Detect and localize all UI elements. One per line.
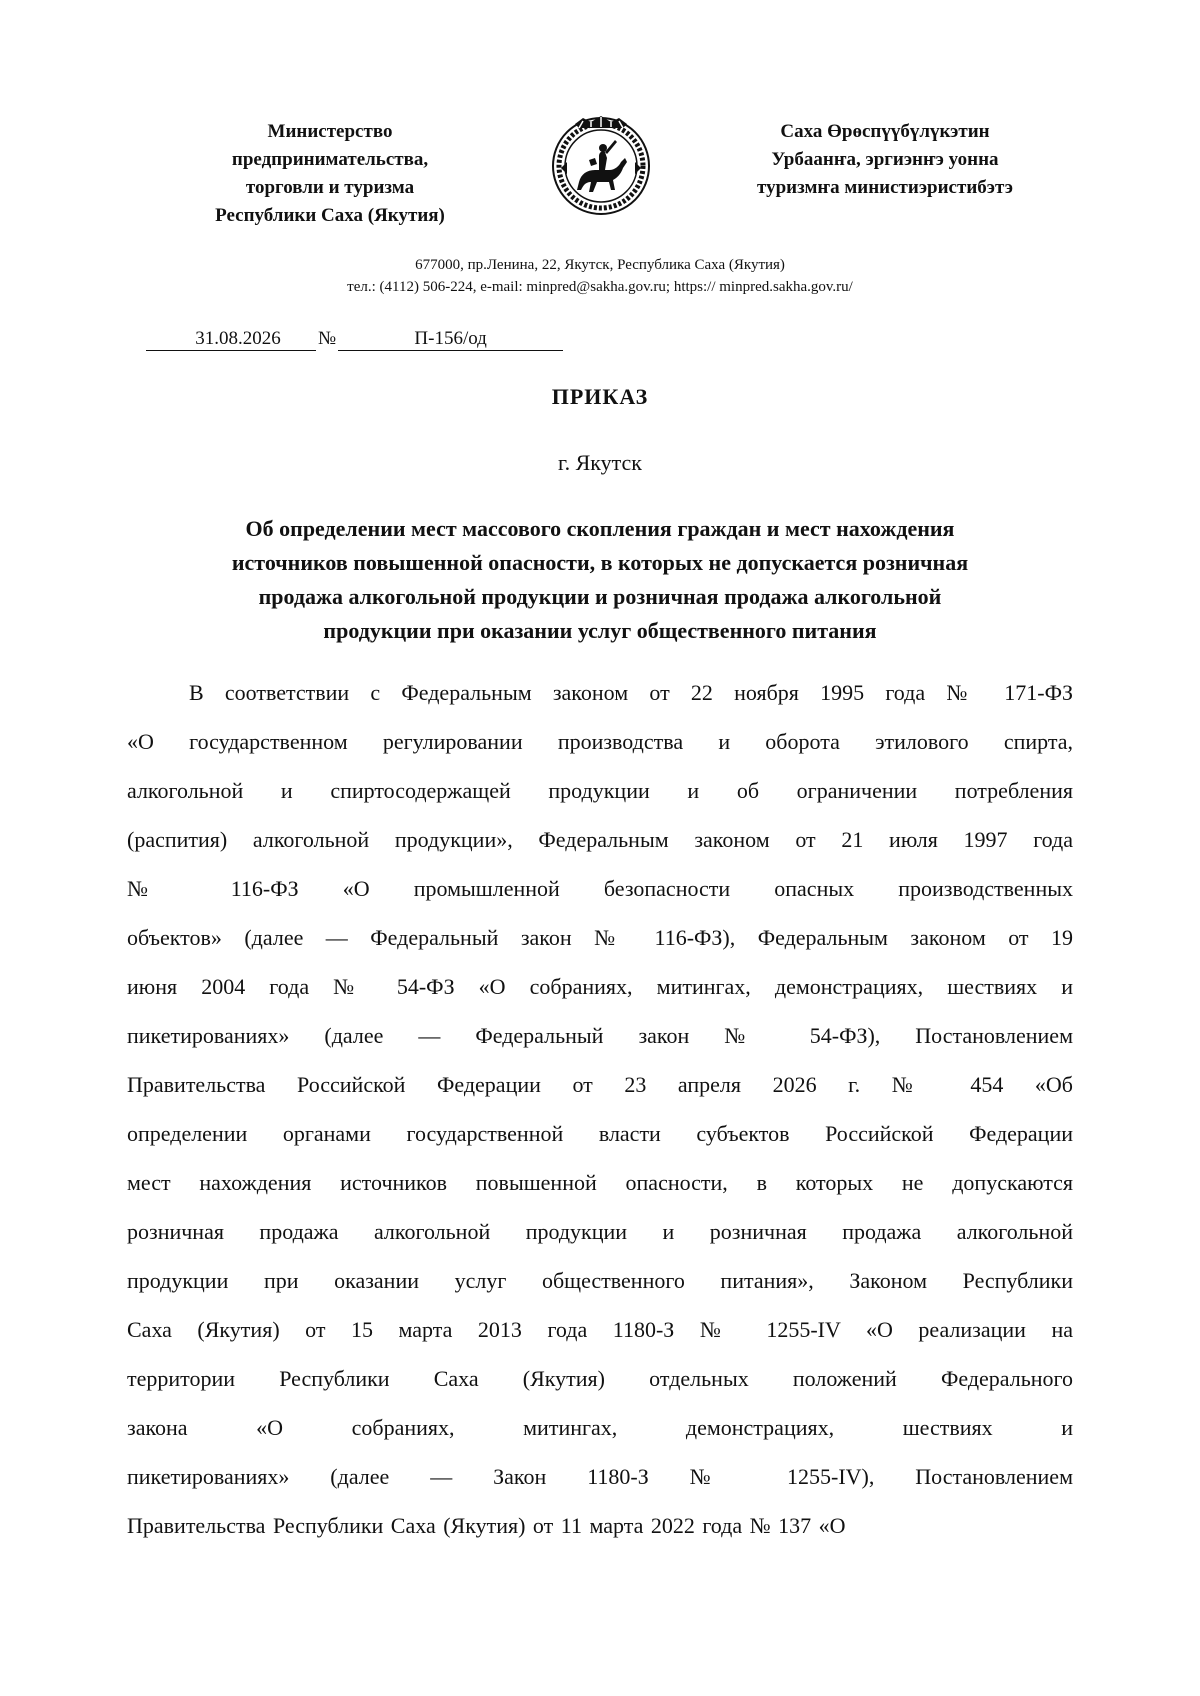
address-line: 677000, пр.Ленина, 22, Якутск, Республика Саха (Якутия) <box>415 257 785 273</box>
ministry-address <box>200 254 1000 298</box>
document-city: г. Якутск <box>558 450 642 475</box>
body-line: «О государственном регулировании производства и оборота этилового спирта, <box>127 729 1073 754</box>
ministry-name-yakut <box>700 118 1070 202</box>
coat-of-arms-icon <box>545 108 657 220</box>
body-line: территории Республики Саха (Якутия) отдельных положений Федерального <box>127 1366 1073 1391</box>
ministry-name-line: торговли и туризма <box>245 177 415 198</box>
body-line: розничная продажа алкогольной продукции и розничная продажа алкогольной <box>127 1219 1073 1244</box>
contact-line: тел.: (4112) 506-224, e-mail: minpred@sakha.gov.ru; https:// minpred.sakha.gov.ru/ <box>347 279 853 295</box>
body-line: продукции при оказании услуг общественного питания», Законом Республики <box>127 1268 1073 1293</box>
title-line: продажа алкогольной продукции и розничная продажа алкогольной <box>258 584 942 609</box>
body-line: закона «О собраниях, митингах, демонстрациях, шествиях и <box>127 1415 1073 1440</box>
ministry-name-line: Саха Өрөспүүбүлүкэтин <box>780 121 990 142</box>
document-title <box>130 512 1070 648</box>
order-date: 31.08.2026 <box>146 328 316 351</box>
body-line: объектов» (далее — Федеральный закон № 116-ФЗ), Федеральным законом от 19 <box>127 925 1073 950</box>
body-line: (распития) алкогольной продукции», Федеральным законом от 21 июля 1997 года <box>127 827 1073 852</box>
body-line: пикетированиях» (далее — Закон 1180-З № 1255-IV), Постановлением <box>127 1464 1073 1489</box>
order-number-label: № <box>318 328 337 349</box>
title-line: Об определении мест массового скопления граждан и мест нахождения <box>245 516 955 541</box>
title-line: продукции при оказании услуг общественного питания <box>323 618 877 643</box>
body-line: алкогольной и спиртосодержащей продукции и об ограничении потребления <box>127 778 1073 803</box>
body-line: В соответствии с Федеральным законом от 22 ноября 1995 года № 171-ФЗ <box>189 680 1073 705</box>
document-type: ПРИКАЗ <box>551 384 649 409</box>
ministry-name-line: Министерство <box>267 121 393 142</box>
ministry-name-russian <box>170 118 490 230</box>
body-line: мест нахождения источников повышенной опасности, в которых не допускаются <box>127 1170 1073 1195</box>
body-line: Правительства Республики Саха (Якутия) от 11 марта 2022 года № 137 «О <box>127 1513 846 1538</box>
registration-line <box>146 328 563 351</box>
body-line: Саха (Якутия) от 15 марта 2013 года 1180-З № 1255-IV «О реализации на <box>127 1317 1073 1342</box>
ministry-name-line: Урбаанҥа, эргиэнҥэ уонна <box>771 149 999 170</box>
body-line: пикетированиях» (далее — Федеральный закон № 54-ФЗ), Постановлением <box>127 1023 1073 1048</box>
body-line: Правительства Российской Федерации от 23 апреля 2026 г. № 454 «Об <box>127 1072 1073 1097</box>
document-body <box>127 668 1073 1550</box>
ministry-name-line: Республики Саха (Якутия) <box>215 205 445 226</box>
body-line: № 116-ФЗ «О промышленной безопасности опасных производственных <box>127 876 1073 901</box>
ministry-name-line: предпринимательства, <box>231 149 429 170</box>
ministry-name-line: туризмҥа министиэристибэтэ <box>757 177 1013 198</box>
order-number: П-156/од <box>338 328 563 351</box>
title-line: источников повышенной опасности, в которых не допускается розничная <box>231 550 969 575</box>
body-line: июня 2004 года № 54-ФЗ «О собраниях, митингах, демонстрациях, шествиях и <box>127 974 1073 999</box>
body-line: определении органами государственной власти субъектов Российской Федерации <box>127 1121 1073 1146</box>
